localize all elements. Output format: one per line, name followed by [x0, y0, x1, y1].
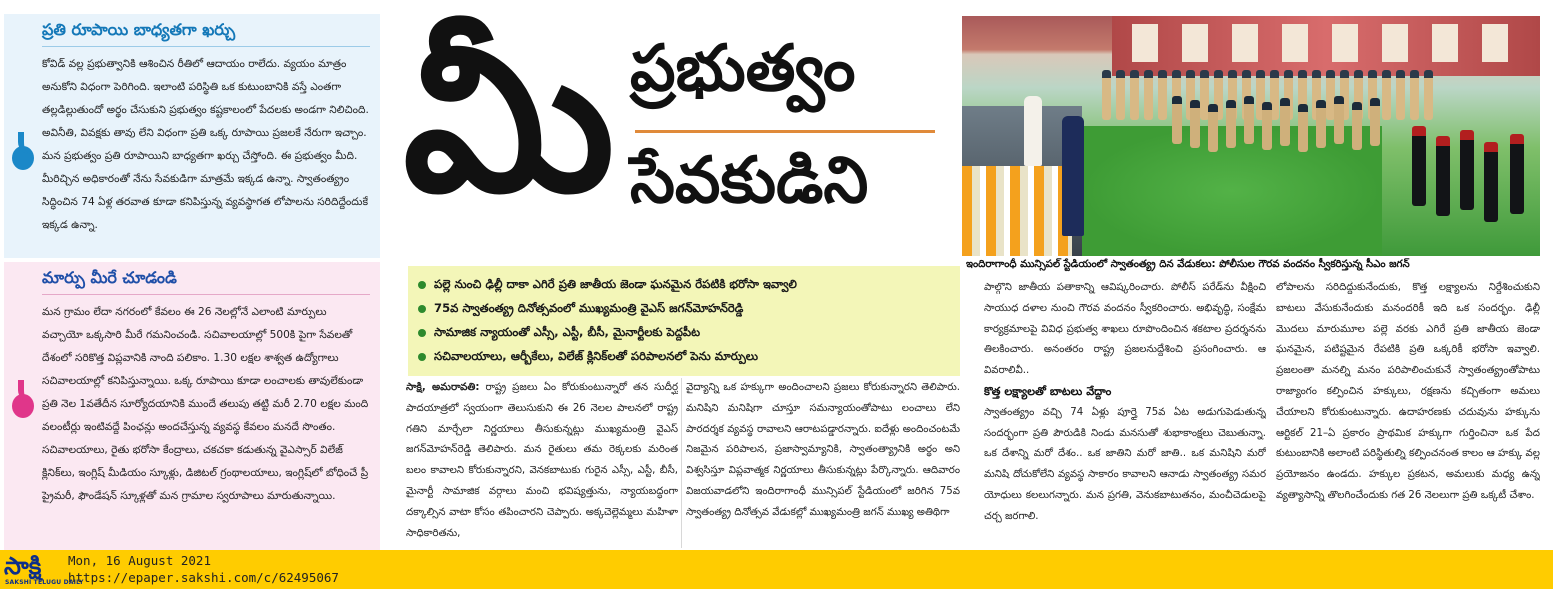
article-column-2 — [686, 378, 960, 548]
highlight-text: సచివాలయాలు, ఆర్బీకేలు, విలేజ్ క్లినిక్‌లతో పరిపాలనలో పెను మార్పులు — [434, 349, 759, 363]
article-dateline: సాక్షి, అమరావతి: — [406, 382, 480, 393]
highlight-item — [418, 320, 950, 344]
bullet-icon — [418, 281, 426, 289]
highlight-item — [418, 296, 950, 320]
highlight-text: సామాజిక న్యాయంతో ఎస్సీ, ఎస్టీ, బీసీ, మైనార్టీలకు పెద్దపీట — [434, 325, 701, 339]
article-column-3 — [984, 278, 1266, 548]
sakshi-logo[interactable] — [4, 552, 84, 587]
photo-guards-front — [1402, 106, 1540, 246]
headline-line-1: ప్రభుత్వం — [630, 32, 856, 106]
article-text: స్వాతంత్య్రం వచ్చి 74 ఏళ్లు పూర్తై 75వ ఏట అడుగుపెడుతున్న సందర్భంగా ప్రతి పౌరుడికి నిండు మనసుతో శుభాకాంక్షలు చెబుతున్నా. ఒక దేశాన్ని మరో దేశం.. ఒక జాతిని మరో జాతి.. ఒక మనిషిని మరో మనిషి దోచుకోలేని వ్యవస్థ సాకారం కావాలని ఆనాడు స్వాతంత్య్ర సమర యోధులు కలలుగన్నారు. మన ప్రగతి, వెనుకబాటుతనం, మంచీచెడులపై చర్చ జరగాలి. — [984, 406, 1266, 522]
edition-date: Mon, 16 August 2021 — [68, 553, 211, 568]
quote-title: ప్రతి రూపాయి బాధ్యతగా ఖర్చు — [42, 20, 370, 47]
bullet-icon — [418, 353, 426, 361]
quote-mark-icon — [8, 132, 36, 172]
article-text: రాష్ట్ర ప్రజలు ఏం కోరుకుంటున్నారో తన సుదీర్ఘ పాదయాత్రలో స్వయంగా తెలుసుకుని ఈ 26 నెలల పాలనలో రాష్ట్ర గతిని మార్చేలా నిర్ణయాలు తీసుకున్నట్లు ముఖ్యమంత్రి వైఎస్ జగన్‌మోహన్‌రెడ్డి తెలిపారు. మన రైతులు తమ రెక్కలకు మరింత బలం కావాలని కోరుకున్నారని, వెనకబాటుకు గురైన ఎస్సీ, ఎస్టీ, బీసీ, మైనార్టీ సామాజిక వర్గాలు మంచి భవిష్యత్తును, న్యాయబద్ధంగా దక్కాల్సిన వాటా కోసం తపించారని చెప్పారు. అక్కచెల్లెమ్మలు మహిళా సాధికారితను, — [406, 382, 678, 539]
highlight-item — [418, 272, 950, 296]
news-photo — [962, 16, 1540, 256]
highlight-text: పల్లె నుంచి ఢిల్లీ దాకా ఎగిరే ప్రతి జాతీయ జెండా ఘనమైన రేపటికి భరోసా ఇవ్వాలి — [434, 277, 797, 291]
highlights-box — [408, 266, 960, 376]
quote-text: కోవిడ్ వల్ల ప్రభుత్వానికి ఆశించిన రీతిలో ఆదాయం రాలేదు. వ్యయం మాత్రం అనుకోని విధంగా పెరిగింది. ఇలాంటి పరిస్థితి ఒక కుటుంబానికి వస్తే ఎంతగా తల్లడిల్లుతుందో అర్థం చేసుకుని ప్రభుత్వం కష్టకాలంలో పేదలకు అండగా నిలిచింది. అవినీతి, వివక్షకు తావు లేని విధంగా ప్రతి ఒక్క రూపాయి ప్రజలకే నేరుగా ఇచ్చాం. మన ప్రభుత్వం ప్రతి రూపాయిని బాధ్యతగా ఖర్చు చేస్తోంది. ఈ ప్రభుత్వం మీది. మీరిచ్చిన అధికారంతో నేను సేవకుడిగా మాత్రమే ఇక్కడ ఉన్నా. స్వాతంత్య్రం సిద్ధించిన 74 ఏళ్ల తరవాత కూడా కనిపిస్తున్న వ్యవస్థాగత లోపాలను సరిదిద్దేందుకే ఇక్కడ ఉన్నా. — [42, 58, 369, 231]
quote-mark-icon — [8, 380, 36, 420]
logo-subtext: SAKSHI TELUGU DAILY — [5, 579, 84, 586]
headline — [395, 4, 955, 266]
quote-box-expenditure — [4, 14, 380, 258]
quote-box-change — [4, 262, 380, 550]
article-column-4 — [1276, 278, 1540, 548]
column-divider — [681, 378, 682, 548]
edition-url[interactable]: https://epaper.sakshi.com/c/62495067 — [68, 570, 339, 585]
article-text: లోపాలను సరిదిద్దుకునేందుకు, కొత్త లక్ష్యాలను నిర్దేశించుకుని బాటలు వేసుకునేందుకు మనందరికీ ఇది ఒక సందర్భం. ఢిల్లీ మొదలు మారుమూల పల్లె వరకు ఎగిరే ప్రతి జాతీయ జెండా ఘనమైన, పటిష్టమైన రేపటికి ప్రతి ఒక్కరికీ భరోసా ఇవ్వాలి. ప్రజలంతా మనల్ని మనం పరిపాలించుకునే స్వాతంత్య్రంతోపాటు రాజ్యాంగం కల్పించిన హక్కులు, రక్షణను కచ్చితంగా అమలు చేయాలని కోరుకుంటున్నారు. ఉదాహరణకు చదువును హక్కును ఆర్టికల్ 21–ఏ ప్రకారం ప్రాథమిక హక్కుగా గుర్తించినా ఒక పేద కుటుంబానికి అలాంటి పరిస్థితుల్ని కల్పించనంత కాలం ఆ హక్కు వల్ల ప్రయోజనం ఉండదు. హక్కుల ప్రకటన, అమలుకు మధ్య ఉన్న వ్యత్యాసాన్ని తొలగించేందుకు గత 26 నెలలుగా ప్రతి ఒక్కటీ చేశాం. — [1276, 282, 1540, 501]
bullet-icon — [418, 305, 426, 313]
photo-caption: ఇందిరాగాంధీ మున్సిపల్ స్టేడియంలో స్వాతంత్య్ర దిన వేడుకలు: పోలీసుల గౌరవ వందనం స్వీకరిస్తున్న సీఎం జగన్ — [966, 259, 1410, 270]
article-column-1 — [406, 378, 678, 548]
photo-flower-decoration — [962, 166, 1072, 256]
photo-person-suit — [1062, 116, 1084, 236]
article-text: పాల్గొని జాతీయ పతాకాన్ని ఆవిష్కరించారు. పోలీస్ పరేడ్‌ను వీక్షించి సాయుధ దళాల నుంచి గౌరవ వందనం స్వీకరించారు. అభివృద్ధి, సంక్షేమ కార్యక్రమాలపై వివిధ ప్రభుత్వ శాఖలు రూపొందించిన శకటాల ప్రదర్శనను తిలకించారు. అనంతరం రాష్ట్ర ప్రజలనుద్దేశించి ప్రసంగించారు. ఆ వివరాలివీ.. — [984, 282, 1266, 377]
headline-divider — [635, 130, 935, 133]
bullet-icon — [418, 329, 426, 337]
logo-text: సాక్షి — [4, 552, 42, 580]
footer-bar — [0, 550, 1553, 589]
quote-text: మన గ్రామం లేదా నగరంలో కేవలం ఈ 26 నెలల్లోనే ఎలాంటి మార్పులు వచ్చాయో ఒక్కసారి మీరే గమనించండి. సచివాలయాల్లో 500కి పైగా సేవలతో దేశంలో సరికొత్త విప్లవానికి నాంది పలికాం. 1.30 లక్షల శాశ్వత ఉద్యోగాలు సచివాలయాల్లో కనిపిస్తున్నాయి. ఒక్క రూపాయి కూడా లంచాలకు తావులేకుండా ప్రతి నెల 1వతేదీన సూర్యోదయానికి ముందే తలుపు తట్టి మరీ 2.70 లక్షల మంది వలంటీర్లు ఇంటివద్దే పింఛన్లు అందచేస్తున్న వ్యవస్థ కేవలం మనదే సొంతం. సచివాలయాలు, రైతు భరోసా కేంద్రాలు, చకచకా కడుతున్న వైఎస్సార్ విలేజ్ క్లినిక్‌లు, ఇంగ్లిష్ మీడియం స్కూళ్లు, డిజిటల్ గ్రంథాలయాలు, ఇంగ్లిష్‌లో బోధించే ప్రీ ప్రైమరీ, ఫౌండేషన్ స్కూళ్లతో మన గ్రామాల స్వరూపాలు మారుతున్నాయి. — [42, 306, 369, 502]
article-subheading: కొత్త లక్ష్యాలతో బాటలు వేద్దాం — [984, 384, 1112, 398]
photo-parade-row-middle — [1172, 96, 1432, 156]
headline-line-2: సేవకుడిని — [630, 144, 869, 218]
highlight-item — [418, 344, 950, 368]
photo-person-white — [1024, 96, 1042, 166]
highlight-text: 75వ స్వాతంత్య్ర దినోత్సవంలో ముఖ్యమంత్రి వైఎస్ జగన్‌మోహన్‌రెడ్డి — [434, 301, 744, 315]
photo-stadium-wall — [1112, 16, 1540, 76]
article-text: వైద్యాన్ని ఒక హక్కుగా అందించాలని ప్రజలు కోరుకున్నారని తెలిపారు. మనిషిని మనిషిగా చూస్తూ సమన్యాయంతోపాటు లంచాలు లేని పారదర్శక వ్యవస్థ రావాలని ఆరాటపడ్డారన్నారు. ఐదేళ్లు అందించంటమే నిజమైన పరిపాలన, ప్రజాస్వామ్యానికి, స్వాతంత్య్రానికి అర్థం అని విశ్వసిస్తూ విప్లవాత్మక నిర్ణయాలు తీసుకున్నట్లు పేర్కొన్నారు. ఆదివారం విజయవాడలోని ఇందిరాగాంధీ మున్సిపల్ స్టేడియంలో జరిగిన 75వ స్వాతంత్య్ర దినోత్సవ వేడుకల్లో ముఖ్యమంత్రి జగన్ ముఖ్య అతిథిగా — [686, 382, 960, 518]
headline-big-word: మీ — [403, 4, 609, 237]
quote-title: మార్పు మీరే చూడండి — [42, 268, 370, 295]
